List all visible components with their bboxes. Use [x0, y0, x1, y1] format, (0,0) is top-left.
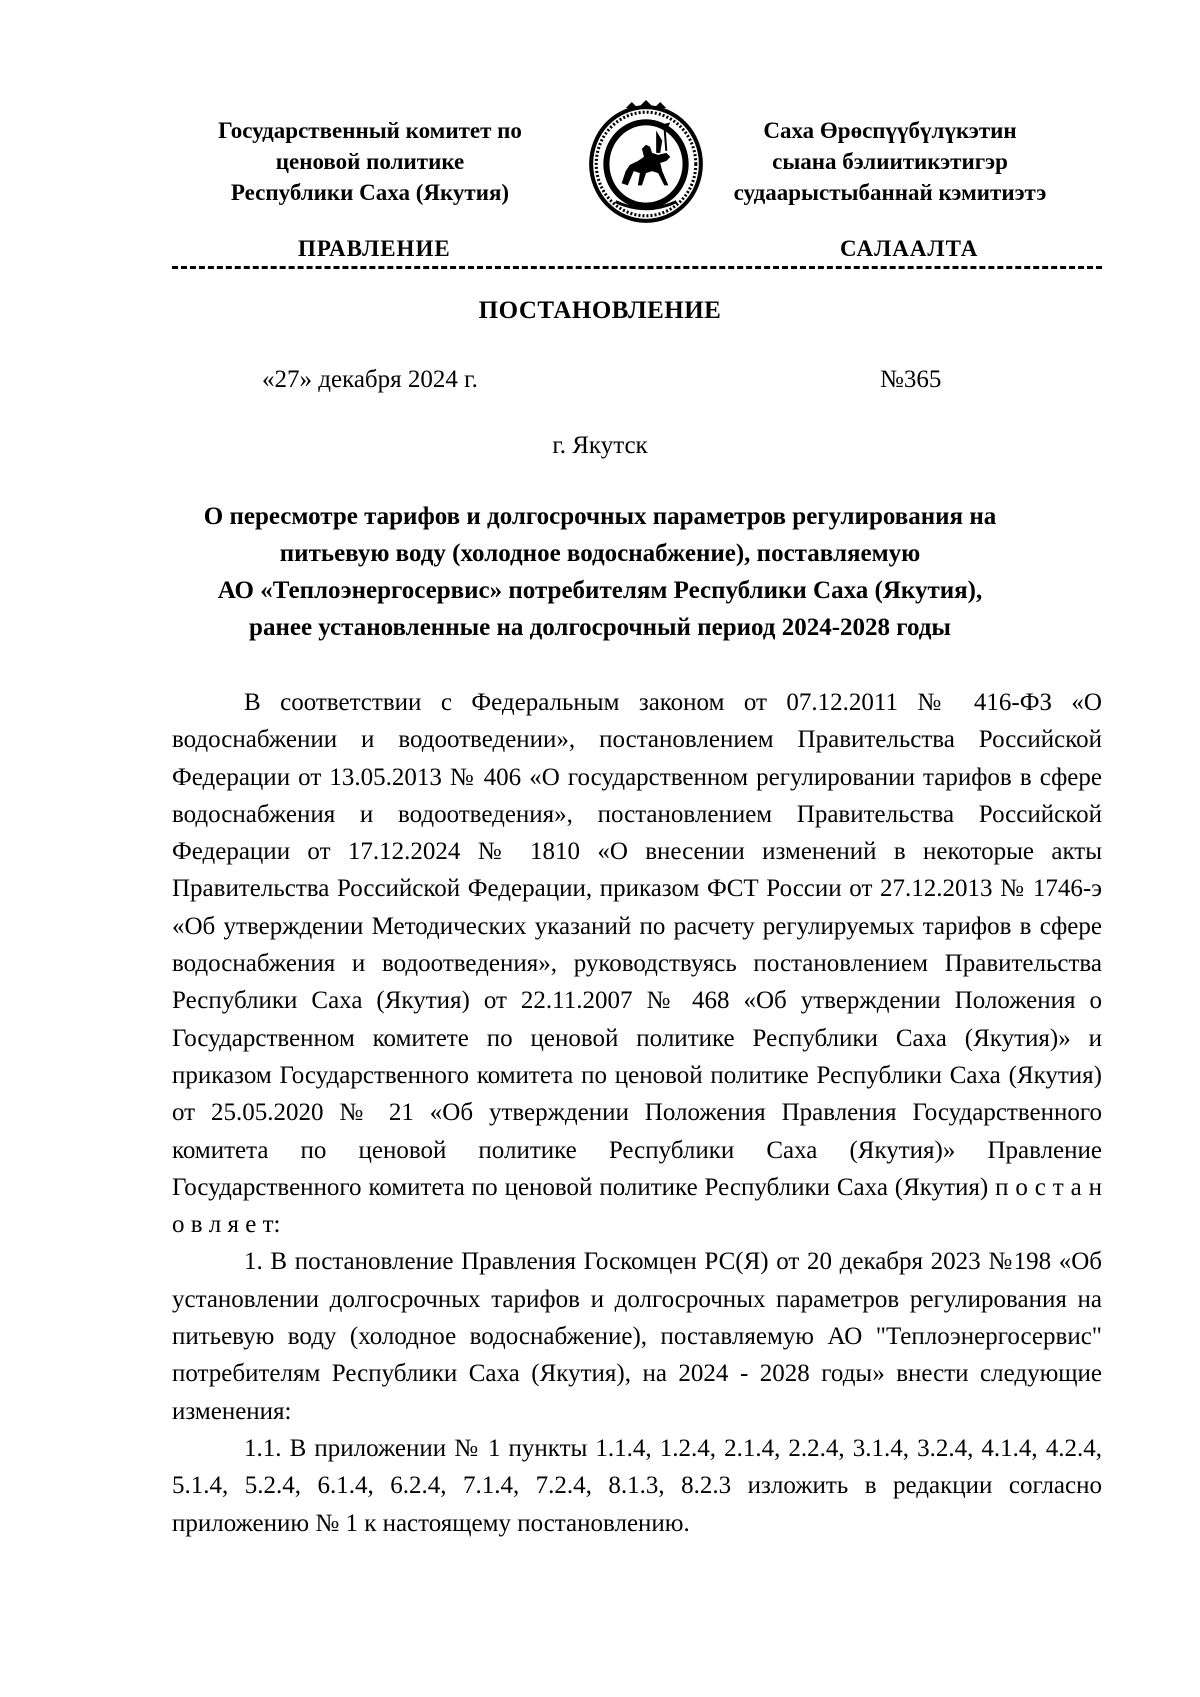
title-line: О пересмотре тарифов и долгосрочных параметров регулирования на	[203, 503, 997, 530]
document-number: №365	[880, 366, 942, 393]
preamble-paragraph: В соответствии с Федеральным законом от 07.12.2011 № 416-ФЗ «О водоснабжении и водоотведении», постановлением Правительства Российской Федерации от 13.05.2013 № 406 «О государственном регулировании тарифов в сфере водоснабжения и водоотведения», постановлением Правительства Российской Федерации от 17.12.2024 № 1810 «О внесении изменений в некоторые акты Правительства Российской Федерации, приказом ФСТ России от 27.12.2013 № 1746-э «Об утверждении Методических указаний по расчету регулируемых тарифов в сфере водоснабжения и водоотведения», руководствуясь постановлением Правительства Республики Саха (Якутия) от 22.11.2007 № 468 «Об утверждении Положения о Государственном комитете по ценовой политике Республики Саха (Якутия)» и приказом Государственного комитета по ценовой политике Республики Саха (Якутия) от 25.05.2020 № 21 «Об утверждении Положения Правления Государственного комитета по ценовой политике Республики Саха (Якутия)» Правление Государственного комитета по ценовой политике Республики Саха (Якутия) п о с т а н о в л я е т:	[172, 689, 1102, 1239]
header-right-line: сыана бэлиитикэтигэр	[772, 149, 1008, 174]
clause-1-1-paragraph: 1.1. В приложении № 1 пункты 1.1.4, 1.2.4, 2.1.4, 2.2.4, 3.1.4, 3.2.4, 4.1.4, 4.2.4, 5.1.4, 5.2.4, 6.1.4, 6.2.4, 7.1.4, 7.2.4, 8.1.3, 8.2.3 изложить в редакции согласно приложению № 1 к настоящему постановлению.	[172, 1434, 1102, 1537]
title-line: АО «Теплоэнергосервис» потребителям Республики Саха (Якутия),	[217, 577, 983, 604]
document-city: г. Якутск	[552, 432, 648, 459]
title-line: питьевую воду (холодное водоснабжение), поставляемую	[279, 540, 921, 567]
title-line: ранее установленные на долгосрочный период 2024-2028 годы	[249, 614, 951, 641]
board-label-sakha: САЛААЛТА	[840, 236, 979, 261]
header-right-line: судаарыстыбаннай кэмитиэтэ	[733, 180, 1047, 205]
coat-of-arms-icon	[585, 100, 707, 228]
header-left-line: Республики Саха (Якутия)	[230, 180, 510, 205]
header-right-org-name	[700, 115, 1080, 208]
header-divider	[172, 266, 1102, 269]
header-left-line: Государственный комитет по	[218, 118, 522, 143]
board-label-ru: ПРАВЛЕНИЕ	[298, 236, 451, 261]
header-left-line: ценовой политике	[275, 149, 465, 174]
header-right-line: Саха Өрөспүүбүлүкэтин	[763, 118, 1017, 143]
document-body	[172, 684, 1102, 1542]
document-type: ПОСТАНОВЛЕНИЕ	[478, 297, 722, 324]
document-title	[150, 498, 1050, 646]
header-left-org-name	[170, 115, 570, 208]
document-date: «27» декабря 2024 г.	[262, 366, 478, 393]
clause-1-paragraph: 1. В постановление Правления Госкомцен РС(Я) от 20 декабря 2023 №198 «Об установлении долгосрочных тарифов и долгосрочных параметров регулирования на питьевую воду (холодное водоснабжение), поставляемую АО "Теплоэнергосервис" потребителям Республики Саха (Якутия), на 2024 - 2028 годы» внести следующие изменения:	[172, 1248, 1102, 1425]
